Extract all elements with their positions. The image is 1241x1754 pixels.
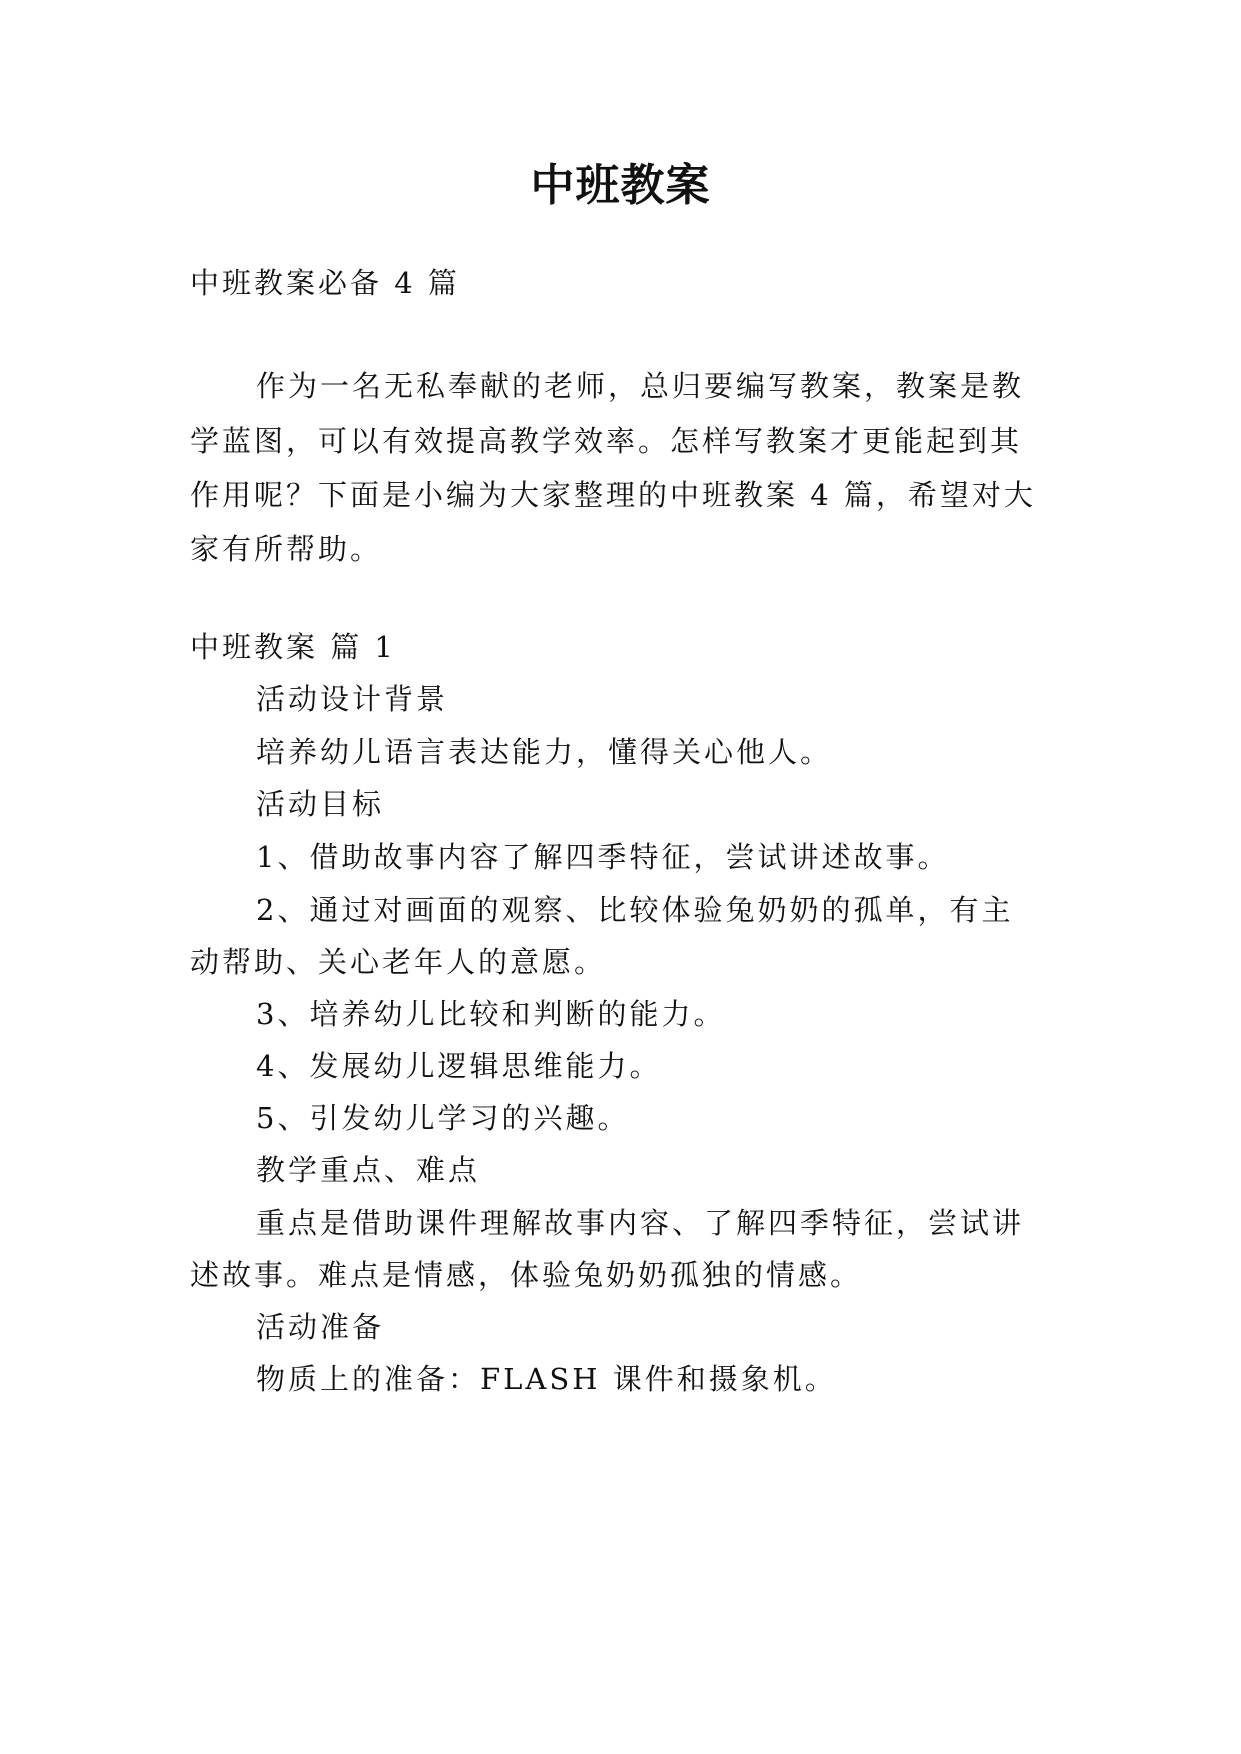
intro-line: 家有所帮助。 xyxy=(190,532,383,566)
paragraph-line: 述故事。难点是情感，体验兔奶奶孤独的情感。 xyxy=(190,1258,863,1292)
list-item: 5、引发幼儿学习的兴趣。 xyxy=(256,1101,630,1135)
document-subtitle: 中班教案必备 4 篇 xyxy=(190,266,460,300)
document-title: 中班教案 xyxy=(530,160,711,211)
section-heading-activity-background: 活动设计背景 xyxy=(256,682,449,716)
section-heading-activity-goals: 活动目标 xyxy=(256,787,385,821)
intro-line: 作为一名无私奉献的老师，总归要编写教案，教案是教 xyxy=(256,369,1025,403)
list-item: 3、培养幼儿比较和判断的能力。 xyxy=(256,997,726,1031)
section-heading-preparation: 活动准备 xyxy=(256,1310,385,1344)
intro-line: 作用呢？下面是小编为大家整理的中班教案 4 篇，希望对大 xyxy=(190,478,1036,512)
section-heading: 中班教案 篇 1 xyxy=(190,630,396,664)
list-item-continuation: 动帮助、关心老年人的意愿。 xyxy=(190,945,607,979)
list-item: 4、发展幼儿逻辑思维能力。 xyxy=(256,1049,662,1083)
section-heading-key-points: 教学重点、难点 xyxy=(256,1153,481,1187)
paragraph-line: 培养幼儿语言表达能力，懂得关心他人。 xyxy=(256,735,833,769)
list-item: 1、借助故事内容了解四季特征，尝试讲述故事。 xyxy=(256,840,950,874)
list-item: 2、通过对画面的观察、比较体验兔奶奶的孤单，有主 xyxy=(256,893,1014,927)
paragraph-line: 物质上的准备：FLASH 课件和摄象机。 xyxy=(256,1362,837,1396)
intro-line: 学蓝图，可以有效提高教学效率。怎样写教案才更能起到其 xyxy=(190,424,1023,458)
paragraph-line: 重点是借助课件理解故事内容、了解四季特征，尝试讲 xyxy=(256,1206,1025,1240)
